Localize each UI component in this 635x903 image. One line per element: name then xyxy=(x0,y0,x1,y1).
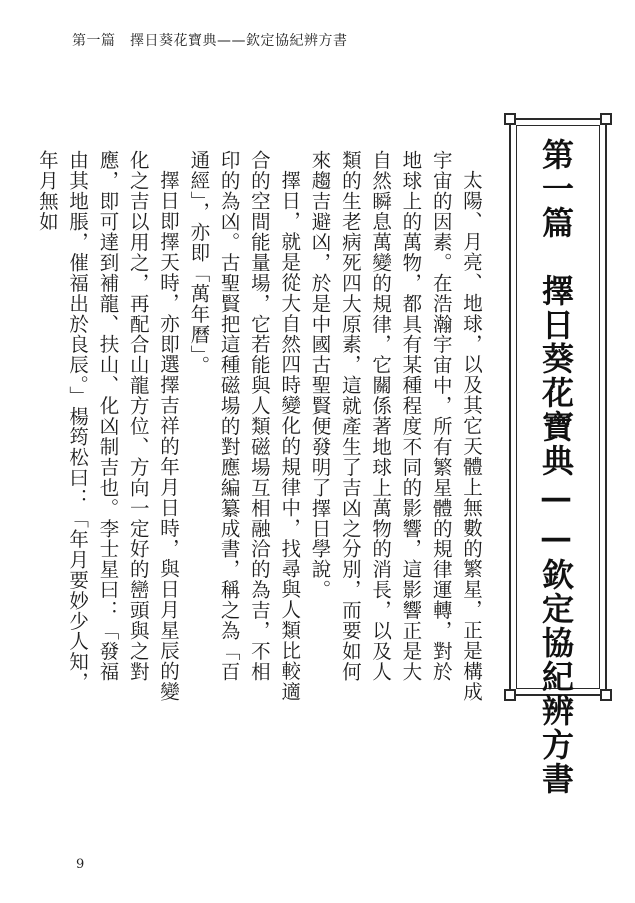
page-number: 9 xyxy=(76,857,85,872)
paragraph: 擇日即擇天時，亦即選擇吉祥的年月日時，與日月星辰的變化之吉以用之，再配合山龍方位、方向一定好的巒頭與之對應，即可達到補龍、扶山、化凶制吉也。李士星曰：「發福由其地脹，催福出於良辰。」楊筠松曰：「年月要妙少人知，年月無如 xyxy=(35,150,181,702)
body-text xyxy=(35,150,486,702)
paragraph: 擇日，就是從大自然四時變化的規律中，找尋與人類比較適合的空間能量場，它若能與人類磁場互相融洽的為吉，不相印的為凶。古聖賢把這種磁場的對應編纂成書，稱之為「百通經」，亦即「萬年曆」。 xyxy=(187,150,302,702)
chapter-title: 第一篇 擇日葵花寶典——欽定協紀辨方書 xyxy=(537,138,575,796)
chapter-title-frame xyxy=(509,118,607,796)
running-head: 第一篇 擇日葵花寶典——欽定協紀辨方書 xyxy=(72,33,348,49)
frame-corner-ornament xyxy=(600,689,612,701)
frame-corner-ornament xyxy=(504,113,516,125)
frame-corner-ornament xyxy=(504,689,516,701)
paragraph: 太陽、月亮、地球，以及其它天體上無數的繁星，正是構成宇宙的因素。在浩瀚宇宙中，所有繁星體的規律運轉，對於地球上的萬物，都具有某種程度不同的影響，這影響正是大自然瞬息萬變的規律，它關係著地球上萬物的消長，以及人類的生老病死四大原素，這就產生了吉凶之分別，而要如何來趨吉避凶，於是中國古聖賢便發明了擇日學說。 xyxy=(308,150,483,702)
frame-corner-ornament xyxy=(600,113,612,125)
